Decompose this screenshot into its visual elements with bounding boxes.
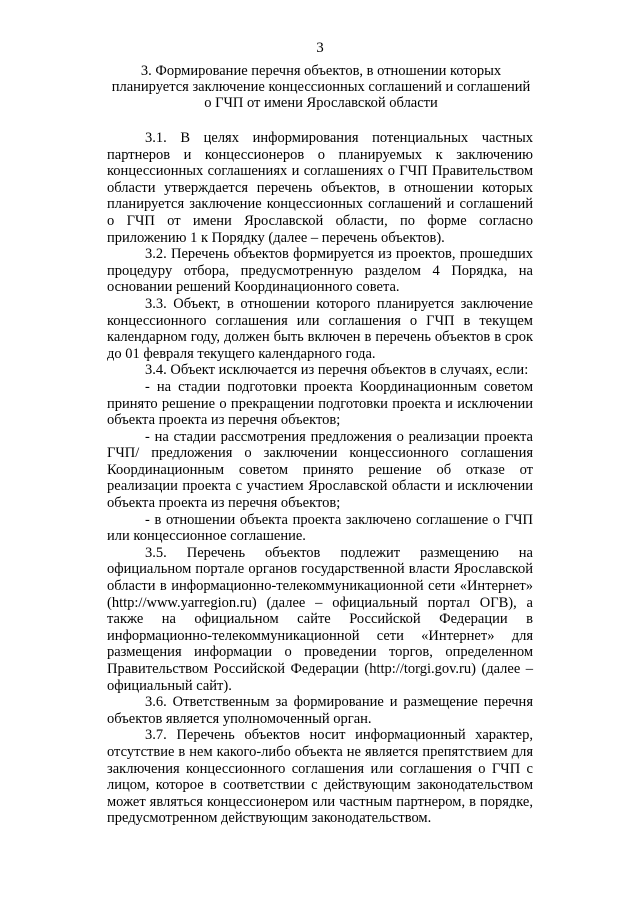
page-number: 3 <box>316 40 324 56</box>
paragraph-3-1: 3.1. В целях информирования потенциальных частных партнеров и концессионеров о планируемых к заключению концессионных соглашениях и соглашениях о ГЧП Правительством области утверждается перечень объектов, в отношении которых планируется заключение концессионных соглашений и соглашений о ГЧП от имени Ярославской области, по форме согласно приложению 1 к Порядку (далее – перечень объектов). <box>107 130 533 246</box>
list-item-exclusion-3: - в отношении объекта проекта заключено соглашение о ГЧП или концессионное соглашение. <box>107 511 533 545</box>
list-item-exclusion-1: - на стадии подготовки проекта Координационным советом принято решение о прекращении подготовки проекта и исключении объекта проекта из перечня объектов; <box>107 378 533 429</box>
paragraph-3-3: 3.3. Объект, в отношении которого планируется заключение концессионного соглашения или соглашения о ГЧП в текущем календарном году, должен быть включен в перечень объектов в срок до 01 февраля текущего календарного года. <box>107 295 533 362</box>
paragraph-3-2: 3.2. Перечень объектов формируется из проектов, прошедших процедуру отбора, предусмотренную разделом 4 Порядка, на основании решений Координационного совета. <box>107 246 533 296</box>
paragraph-3-4: 3.4. Объект исключается из перечня объектов в случаях, если: <box>145 362 529 379</box>
list-item-exclusion-2: - на стадии рассмотрения предложения о реализации проекта ГЧП/ предложения о заключении концессионного соглашения Координационным советом принято решение об отказе от реализации проекта с участием Ярославской области и исключении объекта проекта из перечня объектов; <box>107 428 533 512</box>
document-body <box>107 130 533 827</box>
section-heading: 3. Формирование перечня объектов, в отношении которых планируется заключение концессионных соглашений и соглашений о ГЧП от имени Ярославской области <box>111 63 531 111</box>
paragraph-3-5: 3.5. Перечень объектов подлежит размещению на официальном портале органов государственной власти Ярославской области в информационно-телекоммуникационной сети «Интернет» (http://www.yar​region.ru) (далее – официальный портал ОГВ), а также на официальном сайте Российской Федерации в информационно-телекоммуникационной сети «Интернет» для размещения информации о проведении торгов, определенном Правительством Российской Федерации (http://torgi.gov.ru) (далее – официальный сайт). <box>107 544 533 694</box>
paragraph-3-6: 3.6. Ответственным за формирование и размещение перечня объектов является уполномоченный орган. <box>107 694 533 727</box>
paragraph-3-7: 3.7. Перечень объектов носит информационный характер, отсутствие в нем какого-либо объекта не является препятствием для заключения концессионного соглашения или соглашения о ГЧП с лицом, которое в соответствии с действующим законодательством может являться концессионером или частным партнером, в порядке, предусмотренном действующим законодательством. <box>107 727 533 827</box>
